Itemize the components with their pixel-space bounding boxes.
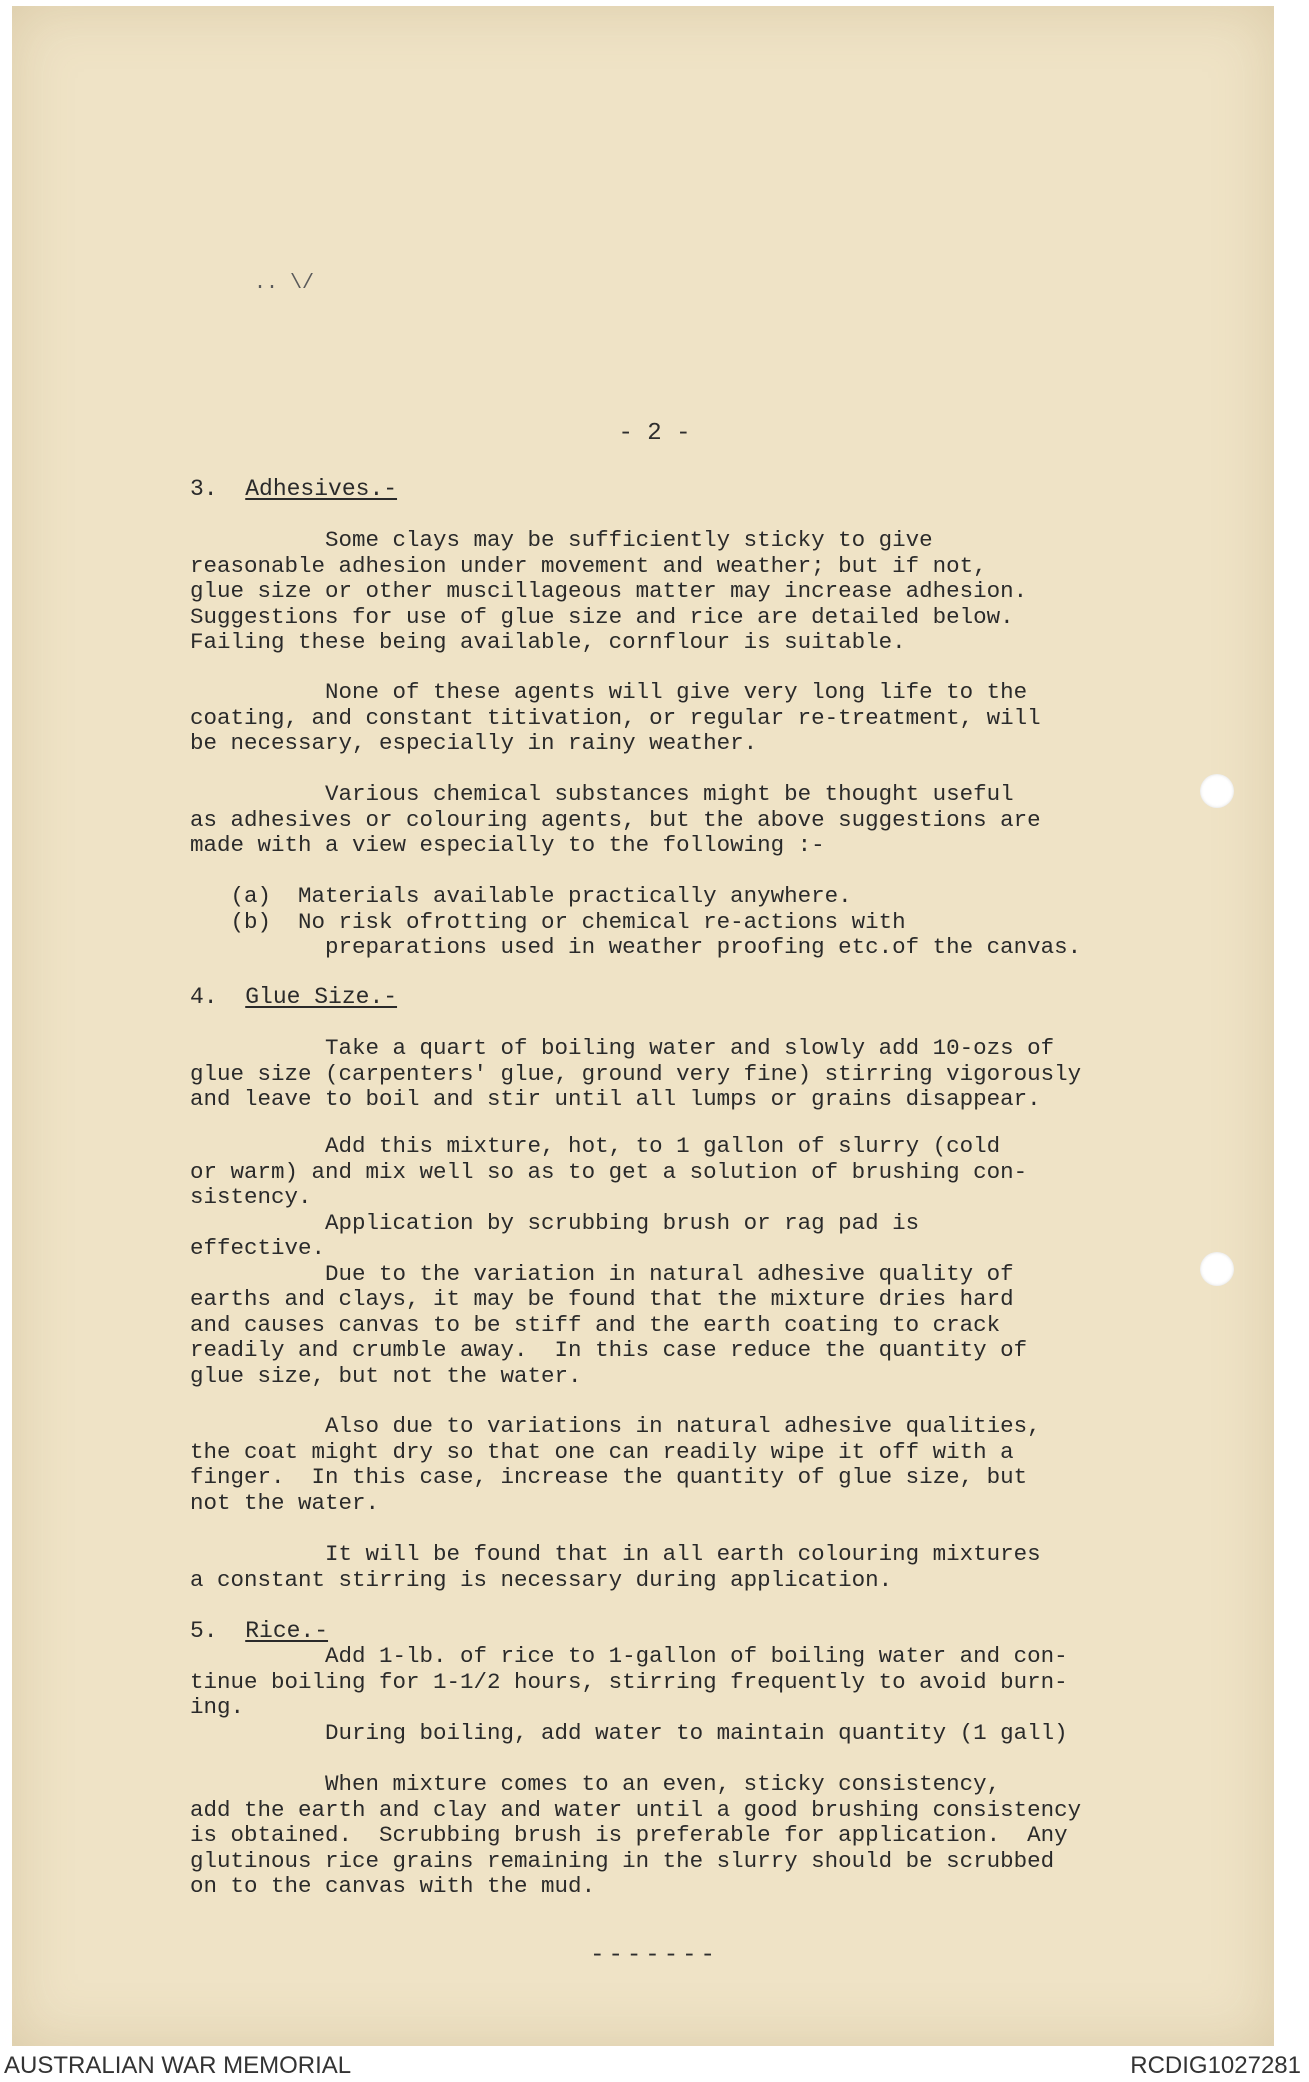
paragraph: Take a quart of boiling water and slowly add 10-ozs of glue size (carpenters' glue, ground very fine) stirring vigorously and leave to boil and stir until all lumps or grains disappear. <box>190 1035 1082 1112</box>
punch-hole-top <box>1200 774 1234 808</box>
paragraph: Also due to variations in natural adhesive qualities, the coat might dry so that one can readily wipe it off with a finger. In this case, increase the quantity of glue size, but not the water. <box>190 1413 1041 1516</box>
paragraph: None of these agents will give very long life to the coating, and constant titivation, or regular re-treatment, will be necessary, especially in rainy weather. <box>190 679 1041 756</box>
page-mark: .. \/ <box>254 272 315 295</box>
paragraph: Some clays may be sufficiently sticky to give reasonable adhesion under movement and weather; but if not, glue size or other muscillageous matter may increase adhesion. Suggestions for use of glue size and rice are detailed below. Failing these being available, cornflour is suitable. <box>190 527 1028 655</box>
paragraph: Add this mixture, hot, to 1 gallon of slurry (cold or warm) and mix well so as to get a solution of brushing con- sistency. Application by scrubbing brush or rag pad is effective. Due to the variation in natural adhesive quality of earths and clays, it may be found that the mixture dries hard and causes canvas to be stiff and the earth coating to crack readily and crumble away. In this case reduce the quantity of glue size, but not the water. <box>190 1133 1028 1389</box>
footer-source: AUSTRALIAN WAR MEMORIAL <box>4 2052 352 2079</box>
footer <box>0 2048 1309 2082</box>
paragraph: Add 1-lb. of rice to 1-gallon of boiling water and con- tinue boiling for 1-1/2 hours, stirring frequently to avoid burn- ing. During boiling, add water to maintain quantity (1 gall) <box>190 1643 1068 1746</box>
section-heading-glue-size: 4. Glue Size.- <box>190 984 398 1010</box>
page-number: - 2 - <box>618 420 691 447</box>
section-heading-rice: 5. Rice.- <box>190 1618 329 1644</box>
punch-hole-bottom <box>1200 1252 1234 1286</box>
footer-id: RCDIG1027281 <box>1130 2052 1301 2079</box>
paragraph: Various chemical substances might be thought useful as adhesives or colouring agents, but the above suggestions are made with a view especially to the following :- <box>190 781 1041 858</box>
section-heading-adhesives: 3. Adhesives.- <box>190 476 398 502</box>
list-items: (a) Materials available practically anywhere. (b) No risk ofrotting or chemical re-actions with preparations used in weather proofing etc.of the canvas. <box>230 883 1082 960</box>
paragraph: When mixture comes to an even, sticky consistency, add the earth and clay and water until a good brushing consistency is obtained. Scrubbing brush is preferable for application. Any glutinous rice grains remaining in the slurry should be scrubbed on to the canvas with the mud. <box>190 1771 1082 1899</box>
end-marker: ------- <box>590 1942 719 1969</box>
paragraph: It will be found that in all earth colouring mixtures a constant stirring is necessary during application. <box>190 1541 1041 1593</box>
